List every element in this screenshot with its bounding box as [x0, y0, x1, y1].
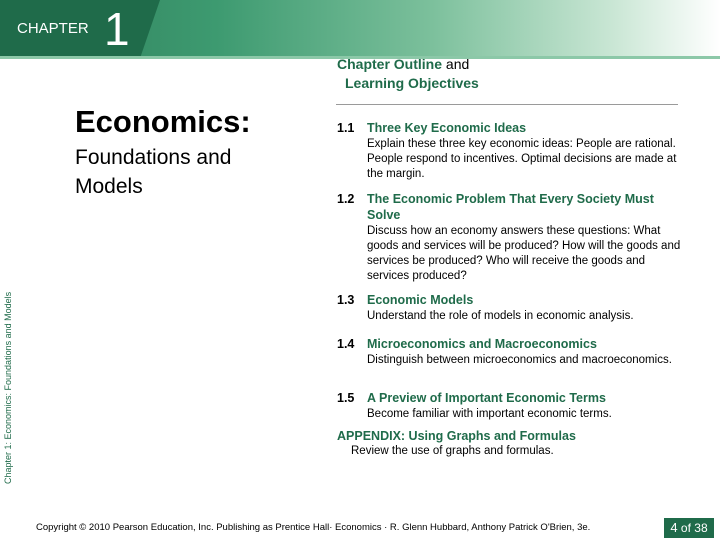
objective-description: Understand the role of models in economic analysis. — [367, 310, 634, 322]
page-indicator — [664, 518, 714, 538]
objective-description: Become familiar with important economic terms. — [367, 408, 612, 420]
objective-number: 1.1 — [337, 121, 355, 135]
outline-heading-line2: Learning Objectives — [345, 75, 479, 91]
objective-item — [337, 191, 682, 284]
chapter-label: CHAPTER — [17, 20, 89, 37]
slide-title: Economics: — [75, 104, 251, 139]
objective-description: Discuss how an economy answers these questions: What goods and services will be produced? How will the goods and services be produced? Who will receive the goods and services produced? — [367, 225, 681, 282]
appendix-description: Review the use of graphs and formulas. — [351, 445, 554, 457]
objective-number: 1.2 — [337, 192, 355, 206]
objective-number: 1.5 — [337, 391, 355, 405]
objective-item — [337, 292, 682, 324]
objective-description: Distinguish between microeconomics and macroeconomics. — [367, 354, 672, 366]
page-total: of 38 — [677, 521, 708, 535]
slide-subtitle: Foundations and Models — [75, 146, 232, 198]
appendix-section — [337, 428, 682, 459]
objective-item — [337, 120, 682, 182]
outline-heading — [337, 55, 479, 93]
objective-title: A Preview of Important Economic Terms — [367, 391, 606, 405]
objective-title: Microeconomics and Macroeconomics — [367, 337, 597, 351]
chapter-number: 1 — [104, 3, 130, 55]
objective-number: 1.4 — [337, 337, 355, 351]
objective-item — [337, 390, 682, 422]
objective-item — [337, 336, 682, 368]
objective-description: Explain these three key economic ideas: People are rational. People respond to incentives. Optimal decisions are made at the margin. — [367, 138, 677, 180]
page-current: 4 — [670, 520, 678, 535]
appendix-title: APPENDIX: Using Graphs and Formulas — [337, 429, 576, 443]
objective-number: 1.3 — [337, 293, 355, 307]
objective-title: The Economic Problem That Every Society Must Solve — [367, 192, 654, 222]
objective-title: Economic Models — [367, 293, 474, 307]
outline-heading-bold: Chapter Outline — [337, 56, 443, 72]
objective-title: Three Key Economic Ideas — [367, 121, 527, 135]
heading-divider — [336, 104, 678, 105]
vertical-chapter-label: Chapter 1: Economics: Foundations and Models — [3, 291, 13, 484]
copyright-footer: Copyright © 2010 Pearson Education, Inc. Publishing as Prentice Hall· Economics · R. Glenn Hubbard, Anthony Patrick O'Brien, 3e. — [36, 522, 591, 533]
outline-heading-and: and — [442, 56, 470, 72]
